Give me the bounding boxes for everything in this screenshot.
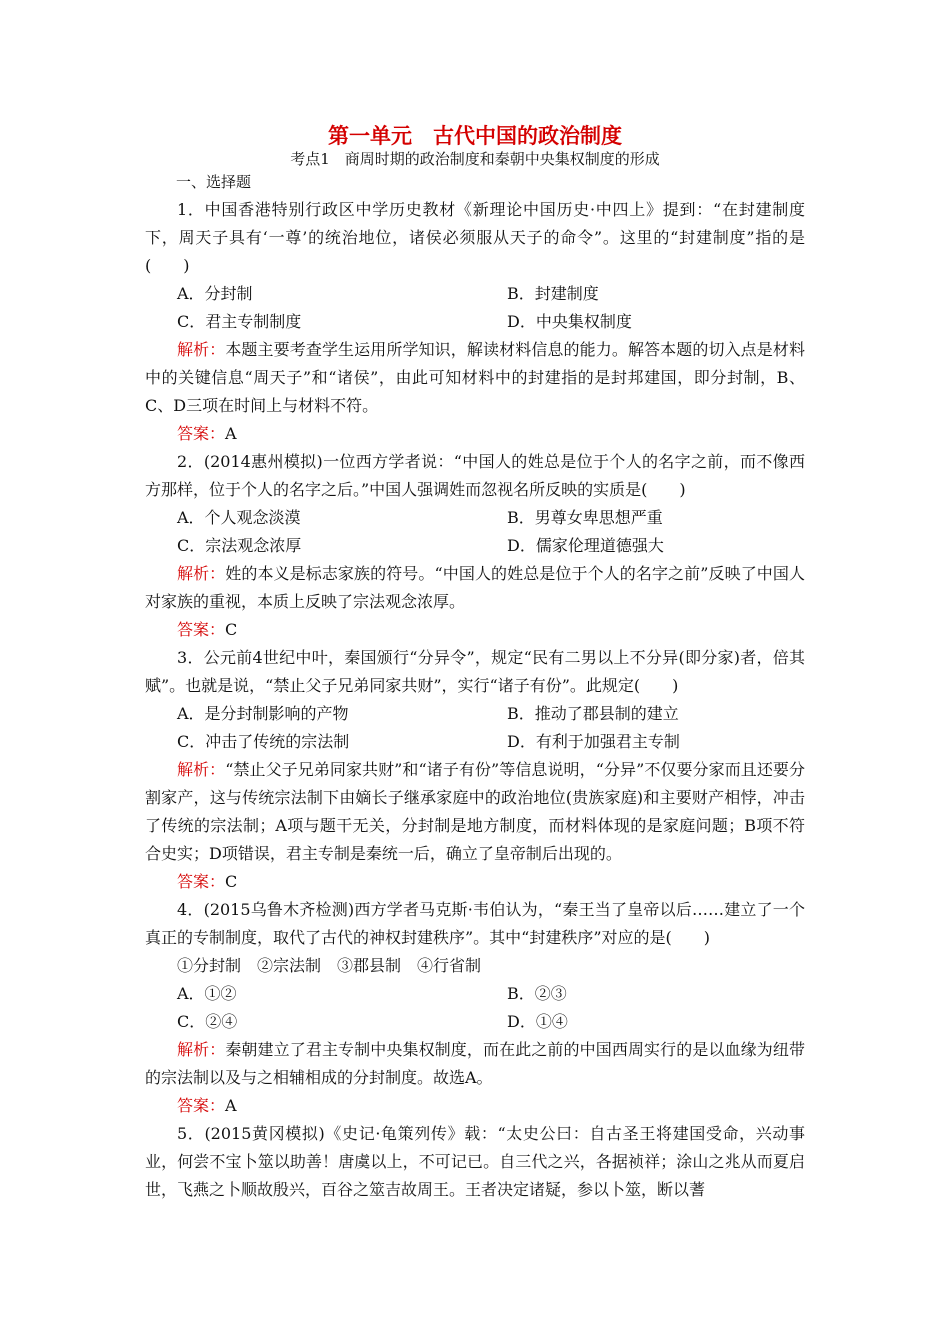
answer-value: C	[225, 620, 238, 639]
question-3	[145, 644, 805, 896]
analysis-text: 姓的本义是标志家族的符号。“中国人的姓总是位于个人的名字之前”反映了中国人对家族的重视，本质上反映了宗法观念浓厚。	[145, 564, 805, 611]
option-d: D．①④	[507, 1012, 568, 1031]
question-4	[145, 896, 805, 1120]
analysis-text: “禁止父子兄弟同家共财”和“诸子有份”等信息说明，“分异”不仅要分家而且还要分割家产，这与传统宗法制下由嫡长子继承家庭中的政治地位(贵族家庭)和主要财产相悖，冲击了传统的宗法制；A项与题干无关，分封制是地方制度，而材料体现的是家庭问题；B项不符合史实；D项错误，君主专制是秦统一后，确立了皇帝制后出现的。	[145, 760, 805, 863]
answer-label: 答案：	[177, 1096, 226, 1115]
answer-value: C	[225, 872, 238, 891]
option-c: C．宗法观念浓厚	[177, 536, 302, 555]
answer	[145, 1092, 805, 1120]
analysis-label: 解析：	[177, 340, 226, 359]
option-a: A．个人观念淡漠	[177, 508, 301, 527]
question-text: 2．(2014惠州模拟)一位西方学者说：“中国人的姓总是位于个人的名字之前，而不像西方那样，位于个人的名字之后。”中国人强调姓而忽视名所反映的实质是( )	[145, 452, 805, 499]
option-b: B．封建制度	[507, 284, 599, 303]
question-text: 5．(2015黄冈模拟)《史记·龟策列传》载：“太史公曰：自古圣王将建国受命，兴动事业，何尝不宝卜筮以助善！唐虞以上，不可记已。自三代之兴，各据祯祥；涂山之兆从而夏启世，飞燕之卜顺故殷兴，百谷之筮吉故周王。王者决定诸疑，参以卜筮，断以蓍	[145, 1124, 805, 1199]
option-d: D．有利于加强君主专制	[507, 732, 680, 751]
answer-value: A	[225, 1096, 237, 1115]
answer-label: 答案：	[177, 872, 226, 891]
option-b: B．男尊女卑思想严重	[507, 508, 663, 527]
analysis-text: 本题主要考查学生运用所学知识，解读材料信息的能力。解答本题的切入点是材料中的关键信息“周天子”和“诸侯”，由此可知材料中的封建指的是封邦建国，即分封制，B、C、D三项在时间上与材料不符。	[145, 340, 805, 415]
options	[145, 280, 805, 336]
option-a: A．分封制	[177, 284, 253, 303]
document-title: 第一单元 古代中国的政治制度	[328, 124, 622, 148]
analysis-label: 解析：	[177, 564, 226, 583]
question-5	[145, 1120, 805, 1204]
analysis	[145, 560, 805, 616]
options	[145, 700, 805, 756]
question-text: 4．(2015乌鲁木齐检测)西方学者马克斯·韦伯认为，“秦王当了皇帝以后……建立了一个真正的专制制度，取代了古代的神权封建秩序”。其中“封建秩序”对应的是( )	[145, 900, 805, 947]
answer	[145, 868, 805, 896]
option-c: C．君主专制制度	[177, 312, 302, 331]
option-a: A．是分封制影响的产物	[177, 704, 349, 723]
question-text: 1．中国香港特别行政区中学历史教材《新理论中国历史·中四上》提到：“在封建制度下，周天子具有‘一尊’的统治地位，诸侯必须服从天子的命令”。这里的“封建制度”指的是( )	[145, 200, 805, 275]
question-2	[145, 448, 805, 644]
answer-label: 答案：	[177, 620, 226, 639]
questions-container	[145, 196, 805, 1204]
option-d: D．中央集权制度	[507, 312, 632, 331]
option-b: B．推动了郡县制的建立	[507, 704, 679, 723]
analysis-label: 解析：	[177, 1040, 226, 1059]
option-c: C．②④	[177, 1012, 238, 1031]
answer	[145, 616, 805, 644]
options	[145, 980, 805, 1036]
document-subtitle: 考点1 商周时期的政治制度和秦朝中央集权制度的形成	[290, 150, 660, 168]
answer-label: 答案：	[177, 424, 226, 443]
option-d: D．儒家伦理道德强大	[507, 536, 664, 555]
statement-list: ①分封制 ②宗法制 ③郡县制 ④行省制	[177, 956, 482, 975]
option-c: C．冲击了传统的宗法制	[177, 732, 350, 751]
answer-value: A	[225, 424, 237, 443]
question-text: 3．公元前4世纪中叶，秦国颁行“分异令”，规定“民有二男以上不分异(即分家)者，倍其赋”。也就是说，“禁止父子兄弟同家共财”，实行“诸子有份”。此规定( )	[145, 648, 805, 695]
analysis	[145, 756, 805, 868]
analysis	[145, 336, 805, 420]
option-a: A．①②	[177, 984, 237, 1003]
answer	[145, 420, 805, 448]
option-b: B．②③	[507, 984, 567, 1003]
analysis-label: 解析：	[177, 760, 226, 779]
question-1	[145, 196, 805, 448]
analysis-text: 秦朝建立了君主专制中央集权制度，而在此之前的中国西周实行的是以血缘为纽带的宗法制以及与之相辅相成的分封制度。故选A。	[145, 1040, 805, 1087]
options	[145, 504, 805, 560]
analysis	[145, 1036, 805, 1092]
section-heading: 一、选择题	[176, 173, 252, 191]
